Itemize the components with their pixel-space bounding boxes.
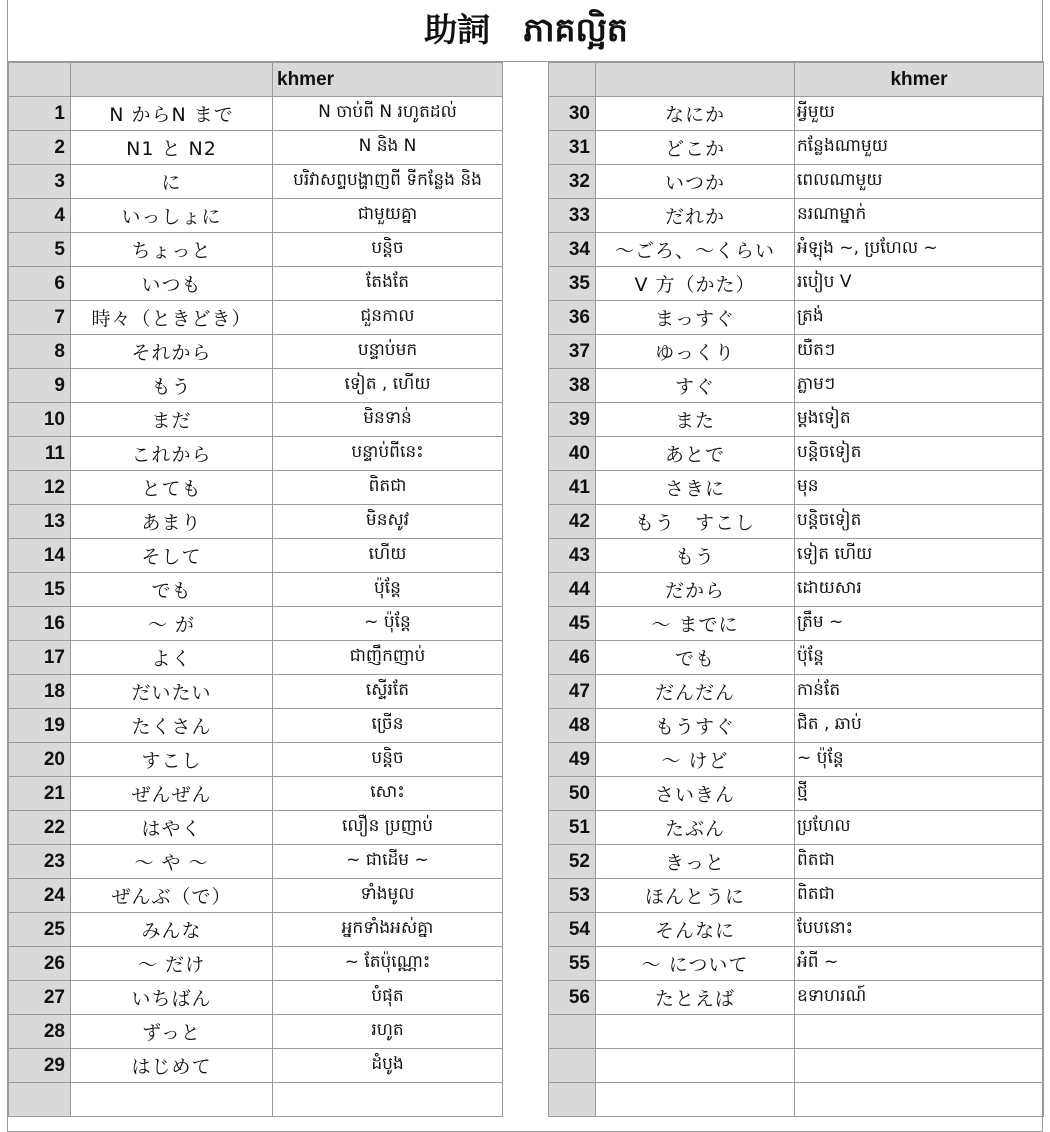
japanese-word: どこか xyxy=(596,131,795,165)
japanese-word: でも xyxy=(596,641,795,675)
table-row xyxy=(9,743,503,777)
table-row xyxy=(9,369,503,403)
table-row xyxy=(9,199,503,233)
khmer-meaning: បន្តិចទៀត xyxy=(795,437,1044,471)
table-row xyxy=(9,607,503,641)
table-row xyxy=(549,335,1044,369)
table-row xyxy=(549,811,1044,845)
row-number: 31 xyxy=(549,131,596,165)
japanese-word: すこし xyxy=(71,743,273,777)
table-row xyxy=(9,675,503,709)
row-number: 25 xyxy=(9,913,71,947)
row-number: 12 xyxy=(9,471,71,505)
row-number: 2 xyxy=(9,131,71,165)
header-khmer: khmer xyxy=(273,63,503,97)
table-row xyxy=(549,403,1044,437)
japanese-word: 時々（ときどき） xyxy=(71,301,273,335)
table-row xyxy=(9,947,503,981)
row-number: 32 xyxy=(549,165,596,199)
khmer-meaning: ~ ប៉ុន្តែ xyxy=(273,607,503,641)
row-number: 46 xyxy=(549,641,596,675)
khmer-meaning: ~ ជាដើម ~ xyxy=(273,845,503,879)
japanese-word: さきに xyxy=(596,471,795,505)
table-row xyxy=(549,573,1044,607)
khmer-meaning: ~ តែប៉ុណ្ណោះ xyxy=(273,947,503,981)
japanese-word: たとえば xyxy=(596,981,795,1015)
khmer-meaning: ត្រឹម ~ xyxy=(795,607,1044,641)
table-row xyxy=(549,199,1044,233)
row-number xyxy=(9,1083,71,1117)
row-number: 50 xyxy=(549,777,596,811)
khmer-meaning: ជិត , ឆាប់ xyxy=(795,709,1044,743)
row-number: 27 xyxy=(9,981,71,1015)
japanese-word: もう xyxy=(71,369,273,403)
row-number: 33 xyxy=(549,199,596,233)
header-japanese xyxy=(596,63,795,97)
japanese-word: だんだん xyxy=(596,675,795,709)
japanese-word: ちょっと xyxy=(71,233,273,267)
header-number xyxy=(9,63,71,97)
left-rows xyxy=(9,97,503,1117)
japanese-word: N1 と N2 xyxy=(71,131,273,165)
row-number: 48 xyxy=(549,709,596,743)
khmer-meaning: ស្ទើរតែ xyxy=(273,675,503,709)
khmer-meaning: ពិតជា xyxy=(795,845,1044,879)
japanese-word: すぐ xyxy=(596,369,795,403)
khmer-meaning xyxy=(273,1083,503,1117)
khmer-meaning: ច្រើន xyxy=(273,709,503,743)
khmer-meaning: អំឡុង ~, ប្រហែល ~ xyxy=(795,233,1044,267)
row-number: 19 xyxy=(9,709,71,743)
khmer-meaning: ប៉ុន្តែ xyxy=(273,573,503,607)
row-number xyxy=(549,1049,596,1083)
row-number: 53 xyxy=(549,879,596,913)
japanese-word: はやく xyxy=(71,811,273,845)
khmer-meaning: បន្តិច xyxy=(273,743,503,777)
table-row xyxy=(549,301,1044,335)
table-row xyxy=(549,675,1044,709)
japanese-word xyxy=(596,1049,795,1083)
khmer-meaning: តែងតែ xyxy=(273,267,503,301)
row-number: 55 xyxy=(549,947,596,981)
japanese-word: だいたい xyxy=(71,675,273,709)
row-number: 34 xyxy=(549,233,596,267)
table-row xyxy=(9,1083,503,1117)
table-row xyxy=(9,811,503,845)
japanese-word xyxy=(71,1083,273,1117)
row-number: 30 xyxy=(549,97,596,131)
row-number: 3 xyxy=(9,165,71,199)
japanese-word: ぜんぜん xyxy=(71,777,273,811)
table-row xyxy=(549,981,1044,1015)
row-number: 20 xyxy=(9,743,71,777)
row-number: 5 xyxy=(9,233,71,267)
table-row xyxy=(9,267,503,301)
japanese-word: とても xyxy=(71,471,273,505)
khmer-meaning: ជួនកាល xyxy=(273,301,503,335)
japanese-word: ～ までに xyxy=(596,607,795,641)
khmer-meaning xyxy=(795,1015,1044,1049)
row-number: 49 xyxy=(549,743,596,777)
japanese-word: N からN まで xyxy=(71,97,273,131)
row-number: 7 xyxy=(9,301,71,335)
khmer-meaning: ~ ប៉ុន្តែ xyxy=(795,743,1044,777)
row-number: 24 xyxy=(9,879,71,913)
row-number: 6 xyxy=(9,267,71,301)
khmer-meaning: ហើយ xyxy=(273,539,503,573)
japanese-word: よく xyxy=(71,641,273,675)
row-number: 17 xyxy=(9,641,71,675)
row-number: 4 xyxy=(9,199,71,233)
table-row xyxy=(549,131,1044,165)
header-japanese xyxy=(71,63,273,97)
row-number: 26 xyxy=(9,947,71,981)
khmer-meaning: ប្រហែល xyxy=(795,811,1044,845)
row-number: 8 xyxy=(9,335,71,369)
japanese-word: みんな xyxy=(71,913,273,947)
japanese-word: いつも xyxy=(71,267,273,301)
row-number: 21 xyxy=(9,777,71,811)
row-number: 10 xyxy=(9,403,71,437)
table-row xyxy=(549,437,1044,471)
header-number xyxy=(549,63,596,97)
row-number: 29 xyxy=(9,1049,71,1083)
table-row xyxy=(9,573,503,607)
table-row xyxy=(549,1015,1044,1049)
row-number: 51 xyxy=(549,811,596,845)
japanese-word: たくさん xyxy=(71,709,273,743)
table-row xyxy=(9,165,503,199)
khmer-meaning: លឿន ប្រញាប់ xyxy=(273,811,503,845)
table-row xyxy=(9,1015,503,1049)
khmer-meaning: ពិតជា xyxy=(273,471,503,505)
japanese-word: だから xyxy=(596,573,795,607)
table-row xyxy=(549,505,1044,539)
row-number: 43 xyxy=(549,539,596,573)
khmer-meaning xyxy=(795,1049,1044,1083)
khmer-meaning: N និង N xyxy=(273,131,503,165)
table-row xyxy=(549,369,1044,403)
japanese-word: に xyxy=(71,165,273,199)
table-row xyxy=(9,981,503,1015)
table-row xyxy=(549,913,1044,947)
japanese-word: たぶん xyxy=(596,811,795,845)
japanese-word: いちばん xyxy=(71,981,273,1015)
table-row xyxy=(549,845,1044,879)
khmer-meaning: មុន xyxy=(795,471,1044,505)
table-row xyxy=(9,879,503,913)
japanese-word: あとで xyxy=(596,437,795,471)
khmer-meaning: កន្លែងណាមួយ xyxy=(795,131,1044,165)
khmer-meaning: អំពី ~ xyxy=(795,947,1044,981)
row-number: 44 xyxy=(549,573,596,607)
table-row xyxy=(9,301,503,335)
row-number: 1 xyxy=(9,97,71,131)
row-number xyxy=(549,1015,596,1049)
table-row xyxy=(549,879,1044,913)
table-row xyxy=(9,641,503,675)
row-number: 11 xyxy=(9,437,71,471)
japanese-word: だれか xyxy=(596,199,795,233)
table-row xyxy=(9,709,503,743)
vocabulary-sheet xyxy=(7,0,1043,1132)
japanese-word: きっと xyxy=(596,845,795,879)
khmer-meaning: រហូត xyxy=(273,1015,503,1049)
table-row xyxy=(9,845,503,879)
japanese-word: もう xyxy=(596,539,795,573)
japanese-word: ～ごろ、～くらい xyxy=(596,233,795,267)
khmer-meaning: ទៀត , ហើយ xyxy=(273,369,503,403)
khmer-meaning: ប៉ុន្តែ xyxy=(795,641,1044,675)
japanese-word: はじめて xyxy=(71,1049,273,1083)
khmer-meaning: ថ្មី xyxy=(795,777,1044,811)
table-row xyxy=(9,233,503,267)
japanese-word: ずっと xyxy=(71,1015,273,1049)
khmer-meaning: ជាមួយគ្នា xyxy=(273,199,503,233)
japanese-word: そんなに xyxy=(596,913,795,947)
table-row xyxy=(549,97,1044,131)
row-number: 41 xyxy=(549,471,596,505)
khmer-meaning: យឺតៗ xyxy=(795,335,1044,369)
right-vocab-table xyxy=(548,62,1044,1117)
table-row xyxy=(9,913,503,947)
row-number: 37 xyxy=(549,335,596,369)
khmer-meaning: ឧទាហរណ៍ xyxy=(795,981,1044,1015)
khmer-meaning: ពិតជា xyxy=(795,879,1044,913)
row-number xyxy=(549,1083,596,1117)
japanese-word: もうすぐ xyxy=(596,709,795,743)
japanese-word: V 方（かた） xyxy=(596,267,795,301)
row-number: 16 xyxy=(9,607,71,641)
table-row xyxy=(9,437,503,471)
table-row xyxy=(9,131,503,165)
khmer-meaning: ម្តងទៀត xyxy=(795,403,1044,437)
khmer-meaning: អ្វីមួយ xyxy=(795,97,1044,131)
khmer-meaning: ដោយសារ xyxy=(795,573,1044,607)
japanese-word: まっすぐ xyxy=(596,301,795,335)
page-title: 助詞 ភាគល្អិត xyxy=(8,0,1044,62)
table-row xyxy=(549,743,1044,777)
table-row xyxy=(549,165,1044,199)
left-vocab-table xyxy=(8,62,503,1117)
japanese-word: ～ けど xyxy=(596,743,795,777)
japanese-word: まだ xyxy=(71,403,273,437)
khmer-meaning: អ្នកទាំងអស់គ្នា xyxy=(273,913,503,947)
row-number: 39 xyxy=(549,403,596,437)
table-row xyxy=(9,403,503,437)
table-row xyxy=(549,777,1044,811)
khmer-meaning: ជាញឹកញាប់ xyxy=(273,641,503,675)
khmer-meaning: បន្តិច xyxy=(273,233,503,267)
table-row xyxy=(9,1049,503,1083)
row-number: 47 xyxy=(549,675,596,709)
japanese-word: ゆっくり xyxy=(596,335,795,369)
khmer-meaning: មិនសូវ xyxy=(273,505,503,539)
japanese-word: あまり xyxy=(71,505,273,539)
row-number: 15 xyxy=(9,573,71,607)
japanese-word xyxy=(596,1083,795,1117)
japanese-word: さいきん xyxy=(596,777,795,811)
japanese-word xyxy=(596,1015,795,1049)
row-number: 36 xyxy=(549,301,596,335)
khmer-meaning: បំផុត xyxy=(273,981,503,1015)
table-row xyxy=(9,471,503,505)
japanese-word: なにか xyxy=(596,97,795,131)
khmer-meaning: បន្តិចទៀត xyxy=(795,505,1044,539)
japanese-word: でも xyxy=(71,573,273,607)
table-row xyxy=(549,947,1044,981)
khmer-meaning: បន្ទាប់ពីនេះ xyxy=(273,437,503,471)
row-number: 13 xyxy=(9,505,71,539)
japanese-word: ～ について xyxy=(596,947,795,981)
japanese-word: いつか xyxy=(596,165,795,199)
khmer-meaning: ទាំងមូល xyxy=(273,879,503,913)
table-row xyxy=(9,505,503,539)
khmer-meaning: កាន់តែ xyxy=(795,675,1044,709)
japanese-word: これから xyxy=(71,437,273,471)
japanese-word: それから xyxy=(71,335,273,369)
row-number: 38 xyxy=(549,369,596,403)
right-rows xyxy=(549,97,1044,1117)
row-number: 22 xyxy=(9,811,71,845)
japanese-word: いっしょに xyxy=(71,199,273,233)
khmer-meaning: របៀប V xyxy=(795,267,1044,301)
row-number: 18 xyxy=(9,675,71,709)
khmer-meaning: បន្ទាប់មក xyxy=(273,335,503,369)
table-row xyxy=(549,539,1044,573)
japanese-word: そして xyxy=(71,539,273,573)
row-number: 35 xyxy=(549,267,596,301)
table-row xyxy=(9,777,503,811)
japanese-word: また xyxy=(596,403,795,437)
table-row xyxy=(9,97,503,131)
row-number: 14 xyxy=(9,539,71,573)
japanese-word: ほんとうに xyxy=(596,879,795,913)
table-row xyxy=(549,267,1044,301)
khmer-meaning: ពេលណាមួយ xyxy=(795,165,1044,199)
khmer-meaning: ភ្លាមៗ xyxy=(795,369,1044,403)
table-row xyxy=(549,1083,1044,1117)
khmer-meaning: នរណាម្នាក់ xyxy=(795,199,1044,233)
khmer-meaning: N ចាប់ពី N រហូតដល់ xyxy=(273,97,503,131)
header-khmer: khmer xyxy=(795,63,1044,97)
row-number: 56 xyxy=(549,981,596,1015)
row-number: 42 xyxy=(549,505,596,539)
table-row xyxy=(549,709,1044,743)
japanese-word: ～ が xyxy=(71,607,273,641)
table-row xyxy=(549,471,1044,505)
khmer-meaning: ត្រង់ xyxy=(795,301,1044,335)
row-number: 52 xyxy=(549,845,596,879)
khmer-meaning: បរិវាសព្ទបង្ហាញពី ទីកន្លែង និង xyxy=(273,165,503,199)
khmer-meaning xyxy=(795,1083,1044,1117)
row-number: 23 xyxy=(9,845,71,879)
khmer-meaning: សោះ xyxy=(273,777,503,811)
khmer-meaning: មិនទាន់ xyxy=(273,403,503,437)
khmer-meaning: ទៀត ហើយ xyxy=(795,539,1044,573)
row-number: 28 xyxy=(9,1015,71,1049)
table-row xyxy=(9,335,503,369)
khmer-meaning: បែបនោះ xyxy=(795,913,1044,947)
row-number: 45 xyxy=(549,607,596,641)
table-row xyxy=(549,607,1044,641)
row-number: 40 xyxy=(549,437,596,471)
header-row xyxy=(549,63,1044,97)
japanese-word: もう すこし xyxy=(596,505,795,539)
khmer-meaning: ដំបូង xyxy=(273,1049,503,1083)
row-number: 54 xyxy=(549,913,596,947)
table-row xyxy=(549,1049,1044,1083)
row-number: 9 xyxy=(9,369,71,403)
table-row xyxy=(549,233,1044,267)
japanese-word: ～ だけ xyxy=(71,947,273,981)
japanese-word: ～ や ～ xyxy=(71,845,273,879)
table-row xyxy=(549,641,1044,675)
table-row xyxy=(9,539,503,573)
japanese-word: ぜんぶ（で） xyxy=(71,879,273,913)
header-row xyxy=(9,63,503,97)
